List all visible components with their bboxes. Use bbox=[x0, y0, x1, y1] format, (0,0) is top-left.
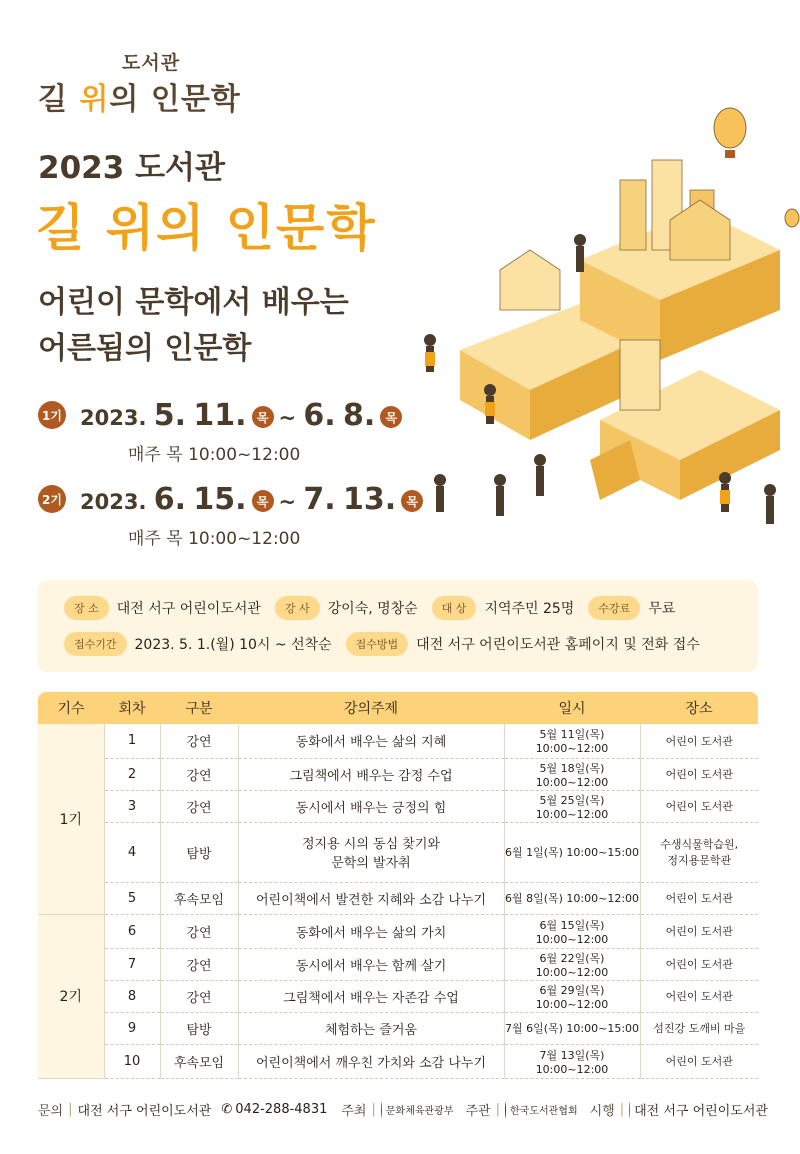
fee-label: 수강료 bbox=[588, 596, 640, 620]
session-place: 어린이 도서관 bbox=[640, 758, 758, 790]
weekday-badge: 목 bbox=[401, 490, 423, 512]
session-date: 5월 25일(목) 10:00~12:00 bbox=[504, 790, 640, 822]
host-value: 문화체육관광부 bbox=[385, 1106, 454, 1117]
method-value: 대전 서구 어린이도서관 홈페이지 및 전화 접수 bbox=[416, 637, 700, 653]
logo-main-b: 위 bbox=[79, 82, 110, 117]
term-month-start: 5. bbox=[153, 397, 187, 433]
table-row bbox=[38, 1044, 758, 1078]
subtitle bbox=[38, 280, 349, 372]
session-topic: 동화에서 배우는 삶의 가치 bbox=[238, 914, 504, 948]
header-cell: 강의주제 bbox=[238, 692, 504, 724]
table-row bbox=[38, 948, 758, 980]
executor-value: 대전 서구 어린이도서관 bbox=[634, 1104, 768, 1119]
host-logo-icon bbox=[381, 1102, 382, 1118]
schedule-table bbox=[38, 692, 758, 1079]
session-type: 강연 bbox=[160, 948, 238, 980]
term-separator: ~ bbox=[278, 489, 297, 514]
organizer-value: 한국도서관협회 bbox=[510, 1106, 578, 1117]
term-separator: ~ bbox=[278, 405, 297, 430]
session-place: 어린이 도서관 bbox=[640, 980, 758, 1012]
main-title: 길 위의 인문학 bbox=[36, 199, 377, 257]
inquiry-value: 대전 서구 어린이도서관 bbox=[77, 1104, 212, 1119]
logo bbox=[38, 48, 258, 118]
session-place: 어린이 도서관 bbox=[640, 790, 758, 822]
header-cell: 기수 bbox=[38, 692, 104, 724]
session-no: 3 bbox=[104, 790, 160, 822]
term-badge: 1기 bbox=[38, 401, 66, 429]
term-1-dates bbox=[38, 397, 407, 433]
small-balloon-icon bbox=[785, 209, 799, 227]
session-place: 어린이 도서관 bbox=[640, 882, 758, 914]
session-place bbox=[640, 822, 758, 882]
header-cell: 장소 bbox=[640, 692, 758, 724]
session-type: 강연 bbox=[160, 758, 238, 790]
session-no: 8 bbox=[104, 980, 160, 1012]
session-type: 후속모임 bbox=[160, 1044, 238, 1078]
year-title: 2023 도서관 bbox=[38, 150, 225, 186]
session-place-line-2: 정지용문학관 bbox=[667, 854, 732, 867]
weekday-badge: 목 bbox=[252, 490, 274, 512]
term-date bbox=[80, 482, 428, 517]
info-row-2 bbox=[64, 630, 758, 658]
inquiry-label: 문의 bbox=[38, 1104, 64, 1119]
session-type: 강연 bbox=[160, 724, 238, 758]
fee-value: 무료 bbox=[648, 601, 676, 617]
place-label: 장 소 bbox=[64, 596, 109, 620]
table-header-row bbox=[38, 692, 758, 724]
subtitle-line-1: 어린이 문학에서 배우는 bbox=[38, 285, 349, 320]
session-type: 탐방 bbox=[160, 1012, 238, 1044]
organizer-label: 주관 bbox=[465, 1104, 491, 1119]
term-day-start: 11. bbox=[193, 397, 247, 433]
city-illustration bbox=[400, 100, 800, 540]
lecturer-value: 강이숙, 명창순 bbox=[327, 601, 418, 617]
term-1-time: 매주 목 10:00~12:00 bbox=[128, 445, 301, 465]
session-topic: 동시에서 배우는 긍정의 힘 bbox=[238, 790, 504, 822]
table-row bbox=[38, 980, 758, 1012]
host-label: 주최 bbox=[341, 1104, 367, 1119]
term-year: 2023. bbox=[80, 489, 147, 514]
logo-top-text: 도서관 bbox=[122, 52, 181, 74]
session-topic: 그림책에서 배우는 감정 수업 bbox=[238, 758, 504, 790]
session-topic bbox=[238, 822, 504, 882]
lecturer-label: 강 사 bbox=[275, 596, 320, 620]
hot-air-balloon-icon bbox=[714, 108, 746, 158]
executor-logo-icon bbox=[629, 1102, 630, 1118]
session-topic-line-2: 문학의 발자취 bbox=[331, 856, 411, 871]
session-date: 6월 22일(목) 10:00~12:00 bbox=[504, 948, 640, 980]
session-topic: 동화에서 배우는 삶의 지혜 bbox=[238, 724, 504, 758]
weekday-badge: 목 bbox=[252, 406, 274, 428]
term-month-start: 6. bbox=[153, 481, 187, 517]
session-topic: 어린이책에서 깨우친 가치와 소감 나누기 bbox=[238, 1044, 504, 1078]
term-year: 2023. bbox=[80, 405, 147, 430]
session-topic: 그림책에서 배우는 자존감 수업 bbox=[238, 980, 504, 1012]
header-cell: 구분 bbox=[160, 692, 238, 724]
group-cell: 2기 bbox=[38, 914, 104, 1078]
table-row bbox=[38, 914, 758, 948]
term-day-start: 15. bbox=[193, 481, 247, 517]
session-date: 7월 13일(목) 10:00~12:00 bbox=[504, 1044, 640, 1078]
term-day-end: 8. bbox=[343, 397, 376, 433]
table-row bbox=[38, 882, 758, 914]
session-no: 7 bbox=[104, 948, 160, 980]
group-cell: 1기 bbox=[38, 724, 104, 914]
header-cell: 회차 bbox=[104, 692, 160, 724]
weekday-badge: 목 bbox=[380, 406, 402, 428]
session-no: 6 bbox=[104, 914, 160, 948]
session-type: 강연 bbox=[160, 914, 238, 948]
session-no: 4 bbox=[104, 822, 160, 882]
header-cell: 일시 bbox=[504, 692, 640, 724]
table-row bbox=[38, 790, 758, 822]
table-row bbox=[38, 724, 758, 758]
info-row-1 bbox=[64, 594, 758, 622]
footer: 문의 | 대전 서구 어린이도서관 ✆ 042-288-4831 주최 | 문화체육관광부 주관 | 한국도서관협회 시행 | 대전 서구 어린이도서관 bbox=[38, 1102, 768, 1119]
organizer-logo-icon bbox=[505, 1102, 506, 1118]
session-topic: 체험하는 즐거움 bbox=[238, 1012, 504, 1044]
period-value: 2023. 5. 1.(월) 10시 ~ 선착순 bbox=[134, 637, 332, 653]
session-date: 5월 11일(목) 10:00~12:00 bbox=[504, 724, 640, 758]
session-place: 섬진강 도깨비 마을 bbox=[640, 1012, 758, 1044]
session-topic-line-1: 정지용 시의 동심 찾기와 bbox=[302, 837, 440, 852]
session-date: 7월 6일(목) 10:00~15:00 bbox=[504, 1012, 640, 1044]
session-type: 탐방 bbox=[160, 822, 238, 882]
session-type: 강연 bbox=[160, 790, 238, 822]
session-place: 어린이 도서관 bbox=[640, 948, 758, 980]
session-place-line-1: 수생식물학습원, bbox=[660, 838, 739, 851]
session-no: 9 bbox=[104, 1012, 160, 1044]
term-date bbox=[80, 398, 407, 433]
session-type: 후속모임 bbox=[160, 882, 238, 914]
session-date: 6월 29일(목) 10:00~12:00 bbox=[504, 980, 640, 1012]
session-no: 10 bbox=[104, 1044, 160, 1078]
phone-number: 042-288-4831 bbox=[235, 1102, 328, 1117]
term-month-end: 6. bbox=[303, 397, 336, 433]
target-label: 대 상 bbox=[432, 596, 477, 620]
term-badge: 2기 bbox=[38, 485, 66, 513]
session-place: 어린이 도서관 bbox=[640, 724, 758, 758]
logo-main-c: 의 인문학 bbox=[109, 82, 241, 117]
term-2-time: 매주 목 10:00~12:00 bbox=[128, 529, 301, 549]
session-type: 강연 bbox=[160, 980, 238, 1012]
table-row bbox=[38, 1012, 758, 1044]
place-value: 대전 서구 어린이도서관 bbox=[116, 601, 261, 617]
table-row bbox=[38, 822, 758, 882]
session-no: 2 bbox=[104, 758, 160, 790]
session-date: 6월 1일(목) 10:00~15:00 bbox=[504, 822, 640, 882]
session-no: 1 bbox=[104, 724, 160, 758]
method-label: 접수방법 bbox=[346, 632, 409, 656]
session-place: 어린이 도서관 bbox=[640, 914, 758, 948]
phone-icon: ✆ bbox=[221, 1102, 233, 1117]
logo-main-a: 길 bbox=[38, 82, 80, 117]
session-place: 어린이 도서관 bbox=[640, 1044, 758, 1078]
logo-main-text bbox=[38, 74, 241, 118]
session-no: 5 bbox=[104, 882, 160, 914]
term-month-end: 7. bbox=[303, 481, 336, 517]
session-topic: 동시에서 배우는 함께 살기 bbox=[238, 948, 504, 980]
session-date: 6월 8일(목) 10:00~12:00 bbox=[504, 882, 640, 914]
period-label: 접수기간 bbox=[64, 632, 127, 656]
session-topic: 어린이책에서 발견한 지혜와 소감 나누기 bbox=[238, 882, 504, 914]
term-day-end: 13. bbox=[343, 481, 397, 517]
session-date: 6월 15일(목) 10:00~12:00 bbox=[504, 914, 640, 948]
info-box bbox=[38, 580, 758, 672]
subtitle-line-2: 어른됨의 인문학 bbox=[38, 331, 252, 366]
session-date: 5월 18일(목) 10:00~12:00 bbox=[504, 758, 640, 790]
executor-label: 시행 bbox=[589, 1104, 615, 1119]
target-value: 지역주민 25명 bbox=[484, 601, 575, 617]
term-2-dates bbox=[38, 481, 428, 517]
table-row bbox=[38, 758, 758, 790]
